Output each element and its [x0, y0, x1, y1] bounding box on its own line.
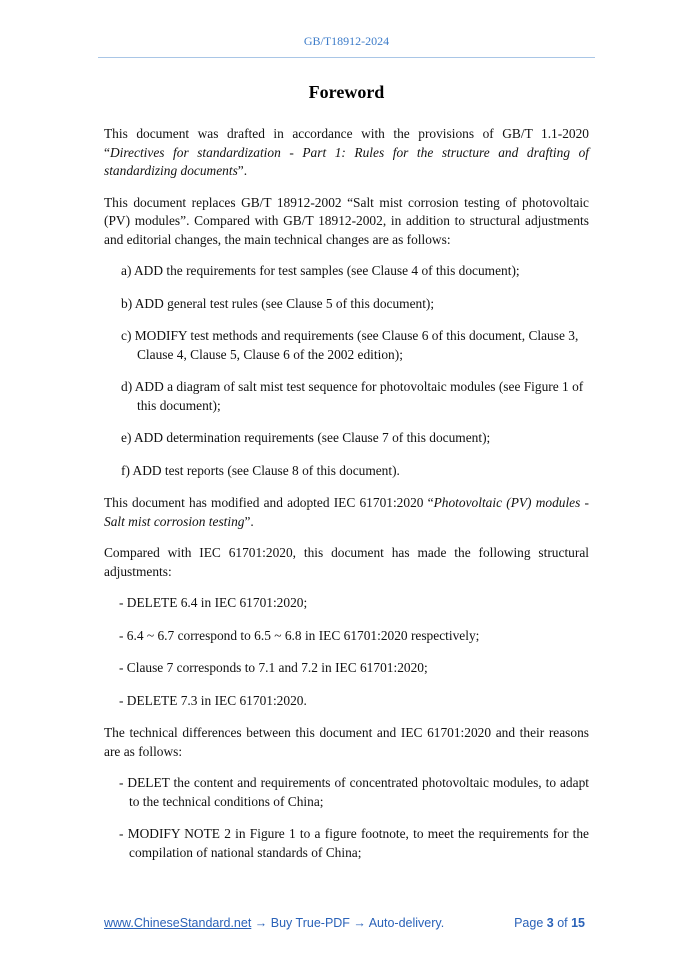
footer-tagline: → Buy True-PDF → Auto-delivery.	[251, 916, 445, 930]
technical-item: - DELET the content and requirements of concentrated photovoltaic modules, to adapt to the technical conditions of China;	[119, 775, 589, 809]
structural-item: - DELETE 7.3 in IEC 61701:2020.	[119, 692, 307, 708]
intro-paragraph-1	[104, 125, 589, 181]
structural-item: - DELETE 6.4 in IEC 61701:2020;	[119, 595, 308, 610]
adoption-text: This document has modified and adopted IEC 61701:2020 “	[104, 495, 434, 510]
structural-item: - Clause 7 corresponds to 7.1 and 7.2 in IEC 61701:2020;	[119, 660, 428, 675]
foreword-body	[104, 125, 589, 876]
page-label: Page	[514, 916, 547, 930]
site-link[interactable]: www.ChineseStandard.net	[104, 916, 252, 930]
of-label: of	[553, 916, 572, 930]
change-item-a: a) ADD the requirements for test samples (see Clause 4 of this document);	[121, 263, 520, 278]
change-item-e: e) ADD determination requirements (see Clause 7 of this document);	[121, 430, 491, 445]
standard-code-header: GB/T18912-2024	[303, 34, 390, 48]
page-indicator	[514, 916, 585, 930]
change-item-f: f) ADD test reports (see Clause 8 of this document).	[121, 462, 400, 478]
change-item-d: d) ADD a diagram of salt mist test sequence for photovoltaic modules (see Figure 1 of this document);	[121, 379, 584, 413]
intro-paragraph-2: This document replaces GB/T 18912-2002 “Salt mist corrosion testing of photovoltaic (PV) modules”. Compared with GB/T 18912-2002, in addition to structural adjustments and editorial changes, the main technical changes are as follows:	[104, 194, 589, 247]
footer-promo	[104, 916, 444, 930]
change-item-b: b) ADD general test rules (see Clause 5 of this document);	[121, 295, 435, 311]
intro-p1-text: This document was drafted in accordance with the provisions of GB/T 1.1-2020 “	[104, 126, 589, 160]
header-divider	[98, 57, 595, 58]
page-title: Foreword	[308, 82, 385, 102]
current-page-number: 3	[546, 916, 554, 930]
adoption-paragraph	[104, 494, 589, 531]
intro-p1-end: ”.	[237, 163, 248, 178]
intro-p1-italic: Directives for standardization - Part 1: Rules for the structure and drafting of standardizing documents	[104, 144, 589, 178]
change-item-c: c) MODIFY test methods and requirements (see Clause 6 of this document, Clause 3, Clause 4, Clause 5, Clause 6 of the 2002 edition);	[121, 328, 579, 362]
adoption-end: ”.	[244, 513, 254, 529]
technical-item: - MODIFY NOTE 2 in Figure 1 to a figure footnote, to meet the requirements for the compilation of national standards of China;	[119, 826, 589, 860]
structural-intro: Compared with IEC 61701:2020, this document has made the following structural adjustments:	[104, 545, 589, 579]
total-pages-number: 15	[571, 916, 585, 930]
technical-intro: The technical differences between this document and IEC 61701:2020 and their reasons are as follows:	[104, 725, 589, 759]
adoption-italic: Photovoltaic (PV) modules - Salt mist corrosion testing	[104, 495, 589, 529]
structural-item: - 6.4 ~ 6.7 correspond to 6.5 ~ 6.8 in IEC 61701:2020 respectively;	[119, 627, 480, 643]
